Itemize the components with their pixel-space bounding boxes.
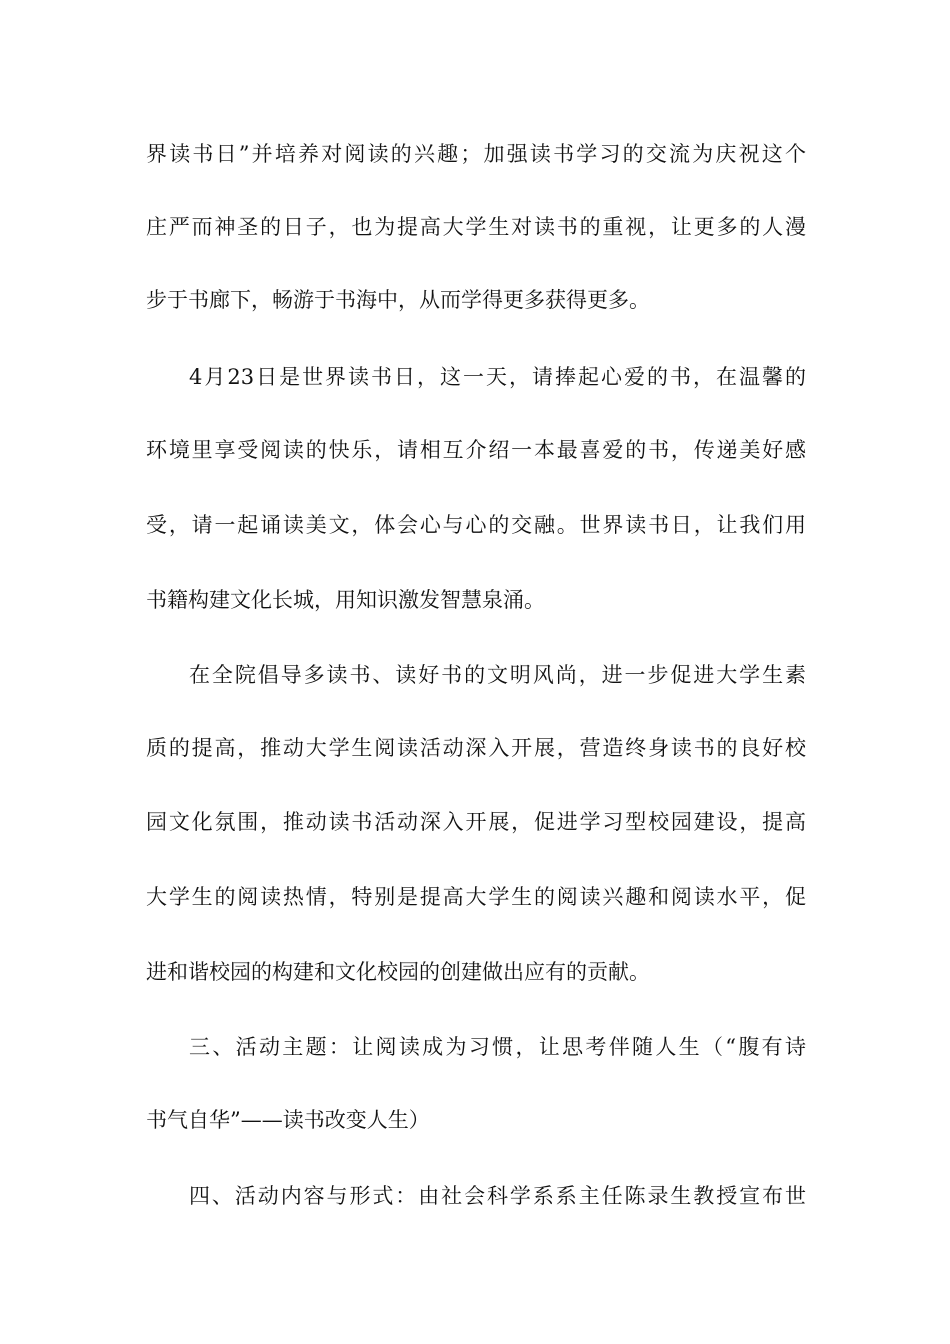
text-line-5: 环境里享受阅读的快乐，请相互介绍一本最喜爱的书，传递美好感 bbox=[146, 438, 806, 462]
text-line-14: 书气自华”——读书改变人生） bbox=[146, 1108, 430, 1132]
text-line-10: 园文化氛围，推动读书活动深入开展，促进学习型校园建设，提高 bbox=[146, 810, 806, 834]
text-line-2: 庄严而神圣的日子，也为提高大学生对读书的重视，让更多的人漫 bbox=[146, 215, 806, 239]
text-line-13: 三、活动主题：让阅读成为习惯，让思考伴随人生（“腹有诗 bbox=[189, 1035, 806, 1059]
text-line-9: 质的提高，推动大学生阅读活动深入开展，营造终身读书的良好校 bbox=[146, 736, 806, 760]
text-line-8: 在全院倡导多读书、读好书的文明风尚，进一步促进大学生素 bbox=[189, 663, 806, 687]
text-line-3: 步于书廊下，畅游于书海中，从而学得更多获得更多。 bbox=[146, 288, 650, 312]
text-line-11: 大学生的阅读热情，特别是提高大学生的阅读兴趣和阅读水平，促 bbox=[146, 885, 806, 909]
text-line-12: 进和谐校园的构建和文化校园的创建做出应有的贡献。 bbox=[146, 960, 650, 984]
text-line-1: 界读书日”并培养对阅读的兴趣；加强读书学习的交流为庆祝这个 bbox=[146, 142, 806, 166]
text-line-4: 4月23日是世界读书日，这一天，请捧起心爱的书，在温馨的 bbox=[189, 365, 806, 389]
text-line-15: 四、活动内容与形式：由社会科学系系主任陈录生教授宣布世 bbox=[189, 1184, 806, 1208]
text-line-7: 书籍构建文化长城，用知识激发智慧泉涌。 bbox=[146, 588, 545, 612]
text-line-6: 受，请一起诵读美文，体会心与心的交融。世界读书日，让我们用 bbox=[146, 513, 806, 537]
